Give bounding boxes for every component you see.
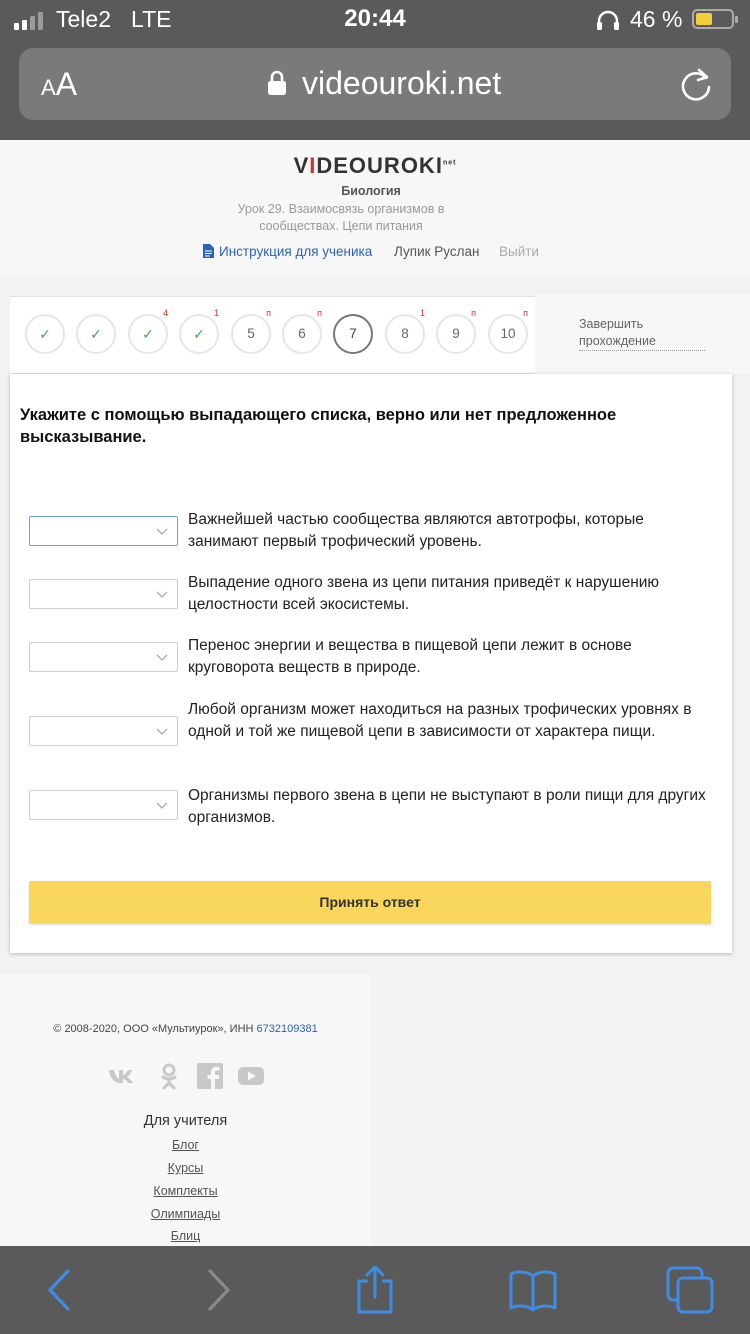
step-label: ✓ [90, 326, 102, 342]
instruction-link[interactable]: Инструкция для ученика [203, 244, 372, 259]
answer-select[interactable] [29, 642, 178, 672]
finish-panel [535, 294, 750, 374]
carrier-name: Tele2 [56, 6, 111, 32]
finish-button[interactable]: Завершить прохождение [579, 316, 705, 351]
step-badge: 1 [213, 308, 219, 318]
question-steps [10, 296, 535, 374]
question-text: Любой организм может находиться на разных трофических уровнях в одной и той же пищевой цепи в зависимости от характера пищи. [188, 701, 692, 740]
step-6[interactable] [282, 308, 322, 354]
clock: 20:44 [344, 5, 406, 32]
step-label: ✓ [39, 326, 51, 342]
status-bar [0, 0, 750, 40]
reload-icon[interactable] [679, 66, 713, 102]
step-1[interactable] [25, 314, 65, 354]
task-title: Укажите с помощью выпадающего списка, верно или нет предложенное высказывание. [20, 406, 617, 446]
submit-answer-button[interactable]: Принять ответ [29, 881, 711, 924]
site-header [0, 140, 750, 276]
step-8[interactable] [385, 308, 425, 354]
browser-toolbar [0, 1246, 750, 1334]
footer-link-courses[interactable]: Курсы [167, 1161, 204, 1175]
address-bar[interactable] [19, 48, 731, 120]
task-card [10, 374, 732, 953]
copyright: © 2008-2020, ООО «Мультиурок», ИНН 6732109381 [53, 1023, 318, 1035]
chevron-down-icon [156, 525, 168, 537]
subject-title: Биология [341, 184, 401, 198]
step-3[interactable] [128, 308, 168, 354]
footer-link-olympiads[interactable]: Олимпиады [150, 1207, 221, 1221]
step-5[interactable] [231, 308, 271, 354]
step-10[interactable] [488, 308, 528, 354]
lesson-title: Урок 29. Взаимосвязь организмов в сообществах. Цепи питания [237, 202, 445, 233]
logout-link[interactable]: Выйти [499, 244, 539, 259]
step-label: 8 [401, 326, 409, 341]
chevron-down-icon [156, 725, 168, 737]
battery-icon [692, 9, 734, 29]
odnoklassniki-icon[interactable] [155, 1062, 183, 1090]
url-text[interactable]: videouroki.net [302, 65, 502, 101]
back-icon[interactable] [34, 1266, 86, 1314]
network-type: LTE [131, 6, 172, 32]
step-9[interactable] [436, 308, 476, 354]
chevron-down-icon [156, 651, 168, 663]
step-label: 5 [247, 326, 255, 341]
browser-top [0, 0, 750, 140]
tabs-icon[interactable] [664, 1266, 716, 1314]
chevron-down-icon [156, 588, 168, 600]
lock-icon [267, 70, 287, 96]
question-text: Перенос энергии и вещества в пищевой цепи лежит в основе круговорота веществ в природе. [188, 637, 632, 676]
battery-percent: 46 % [630, 6, 683, 32]
answer-select[interactable] [29, 716, 178, 746]
step-badge: п [471, 308, 476, 318]
step-label: 6 [298, 326, 306, 341]
question-text: Выпадение одного звена из цепи питания приведёт к нарушению целостности всей экосистемы. [188, 574, 660, 613]
social-links [107, 1062, 267, 1090]
step-badge: п [317, 308, 322, 318]
document-icon [203, 244, 214, 258]
battery-level [696, 13, 712, 25]
vk-icon[interactable] [107, 1062, 135, 1090]
headphones-icon [596, 10, 620, 30]
bookmarks-icon[interactable] [507, 1266, 559, 1314]
chevron-down-icon [156, 799, 168, 811]
footer-link-kits[interactable]: Комплекты [153, 1184, 218, 1198]
answer-select[interactable] [29, 516, 178, 546]
footer-link-blitz[interactable]: Блиц [170, 1229, 201, 1243]
user-name: Лупик Руслан [394, 244, 480, 259]
question-text: Важнейшей частью сообщества являются автотрофы, которые занимают первый трофический уровень. [188, 511, 644, 550]
step-label: 9 [452, 326, 460, 341]
step-4[interactable] [179, 308, 219, 354]
question-text: Организмы первого звена в цепи не выступают в роли пищи для других организмов. [188, 787, 706, 826]
answer-select[interactable] [29, 790, 178, 820]
step-label: 7 [349, 326, 357, 341]
facebook-icon[interactable] [196, 1062, 224, 1090]
site-footer [0, 974, 371, 1246]
step-badge: 1 [419, 308, 425, 318]
user-nav [0, 244, 750, 264]
answer-select[interactable] [29, 579, 178, 609]
step-badge: п [523, 308, 528, 318]
step-label: ✓ [193, 326, 205, 342]
step-7[interactable] [333, 314, 373, 354]
inn-link[interactable]: 6732109381 [256, 1023, 318, 1035]
text-size-button[interactable]: AA [41, 66, 78, 102]
step-badge: 4 [162, 308, 168, 318]
step-2[interactable] [76, 314, 116, 354]
forward-icon[interactable] [192, 1266, 244, 1314]
step-label: 10 [500, 326, 516, 341]
footer-link-blog[interactable]: Блог [171, 1138, 199, 1152]
site-logo[interactable]: $VIDEOUROKI^{net}$ [293, 153, 457, 178]
share-icon[interactable] [349, 1266, 401, 1314]
youtube-icon[interactable] [237, 1062, 265, 1090]
step-badge: п [266, 308, 271, 318]
step-label: ✓ [142, 326, 154, 342]
teacher-section-title: Для учителя [143, 1113, 228, 1129]
